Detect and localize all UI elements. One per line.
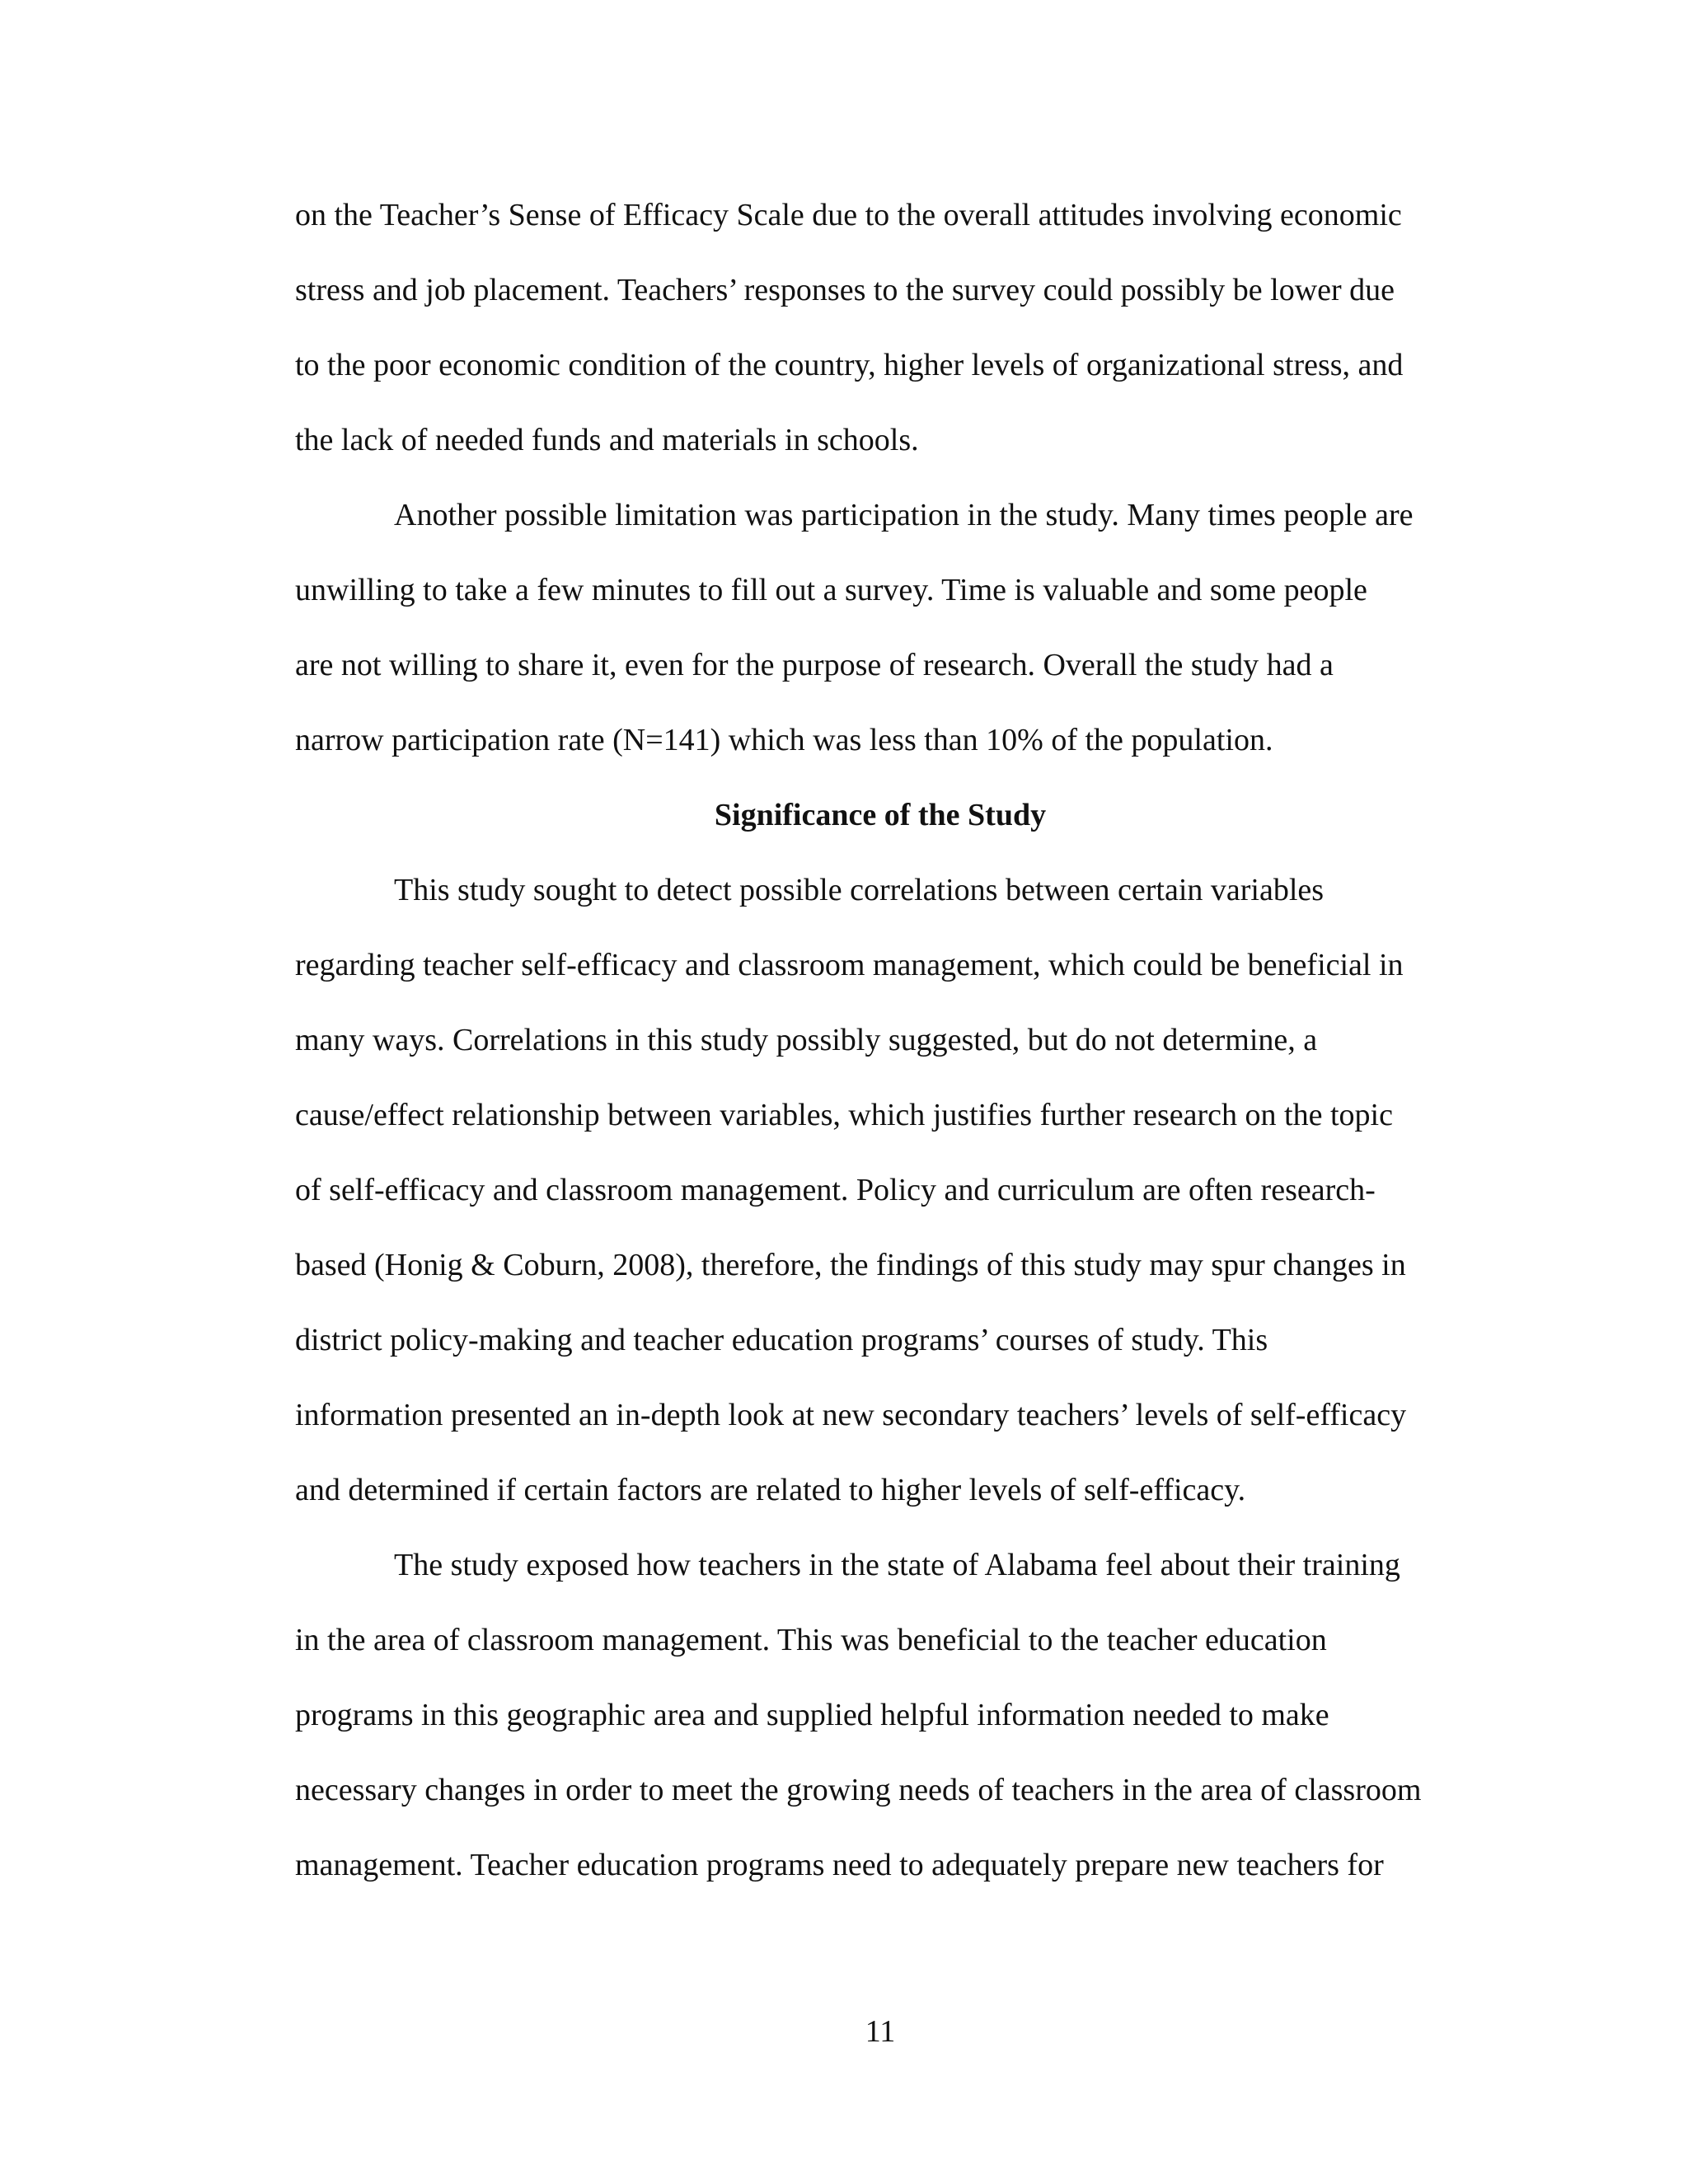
text-line: management. Teacher education programs need to adequately prepare new teachers for [295, 1848, 1384, 1882]
page-number: 11 [865, 2014, 896, 2049]
text-line: regarding teacher self-efficacy and classroom management, which could be beneficial in [295, 948, 1404, 982]
text-line: based (Honig & Coburn, 2008), therefore, the findings of this study may spur changes in [295, 1248, 1406, 1282]
text-line: on the Teacher’s Sense of Efficacy Scale due to the overall attitudes involving economic [295, 198, 1402, 232]
text-line: are not willing to share it, even for the purpose of research. Overall the study had a [295, 648, 1334, 682]
text-line: stress and job placement. Teachers’ responses to the survey could possibly be lower due [295, 273, 1395, 307]
text-line: district policy-making and teacher education programs’ courses of study. This [295, 1323, 1268, 1357]
text-line: the lack of needed funds and materials in schools. [295, 423, 919, 457]
text-line: Another possible limitation was participation in the study. Many times people are [394, 498, 1414, 532]
text-line: of self-efficacy and classroom management. Policy and curriculum are often research- [295, 1173, 1376, 1207]
text-line: cause/effect relationship between variables, which justifies further research on the topic [295, 1098, 1393, 1132]
text-line: This study sought to detect possible correlations between certain variables [394, 873, 1325, 907]
text-line: information presented an in-depth look at new secondary teachers’ levels of self-efficacy [295, 1398, 1407, 1432]
text-line: and determined if certain factors are related to higher levels of self-efficacy. [295, 1473, 1246, 1507]
text-line: in the area of classroom management. This was beneficial to the teacher education [295, 1623, 1327, 1657]
text-line: necessary changes in order to meet the growing needs of teachers in the area of classroom [295, 1773, 1422, 1807]
text-line: narrow participation rate (N=141) which was less than 10% of the population. [295, 723, 1273, 757]
text-line: many ways. Correlations in this study possibly suggested, but do not determine, a [295, 1023, 1318, 1057]
section-heading: Significance of the Study [714, 798, 1047, 832]
text-line: to the poor economic condition of the country, higher levels of organizational stress, and [295, 348, 1404, 382]
text-line: unwilling to take a few minutes to fill out a survey. Time is valuable and some people [295, 573, 1367, 607]
text-line: The study exposed how teachers in the state of Alabama feel about their training [394, 1548, 1400, 1582]
text-line: programs in this geographic area and supplied helpful information needed to make [295, 1698, 1329, 1732]
